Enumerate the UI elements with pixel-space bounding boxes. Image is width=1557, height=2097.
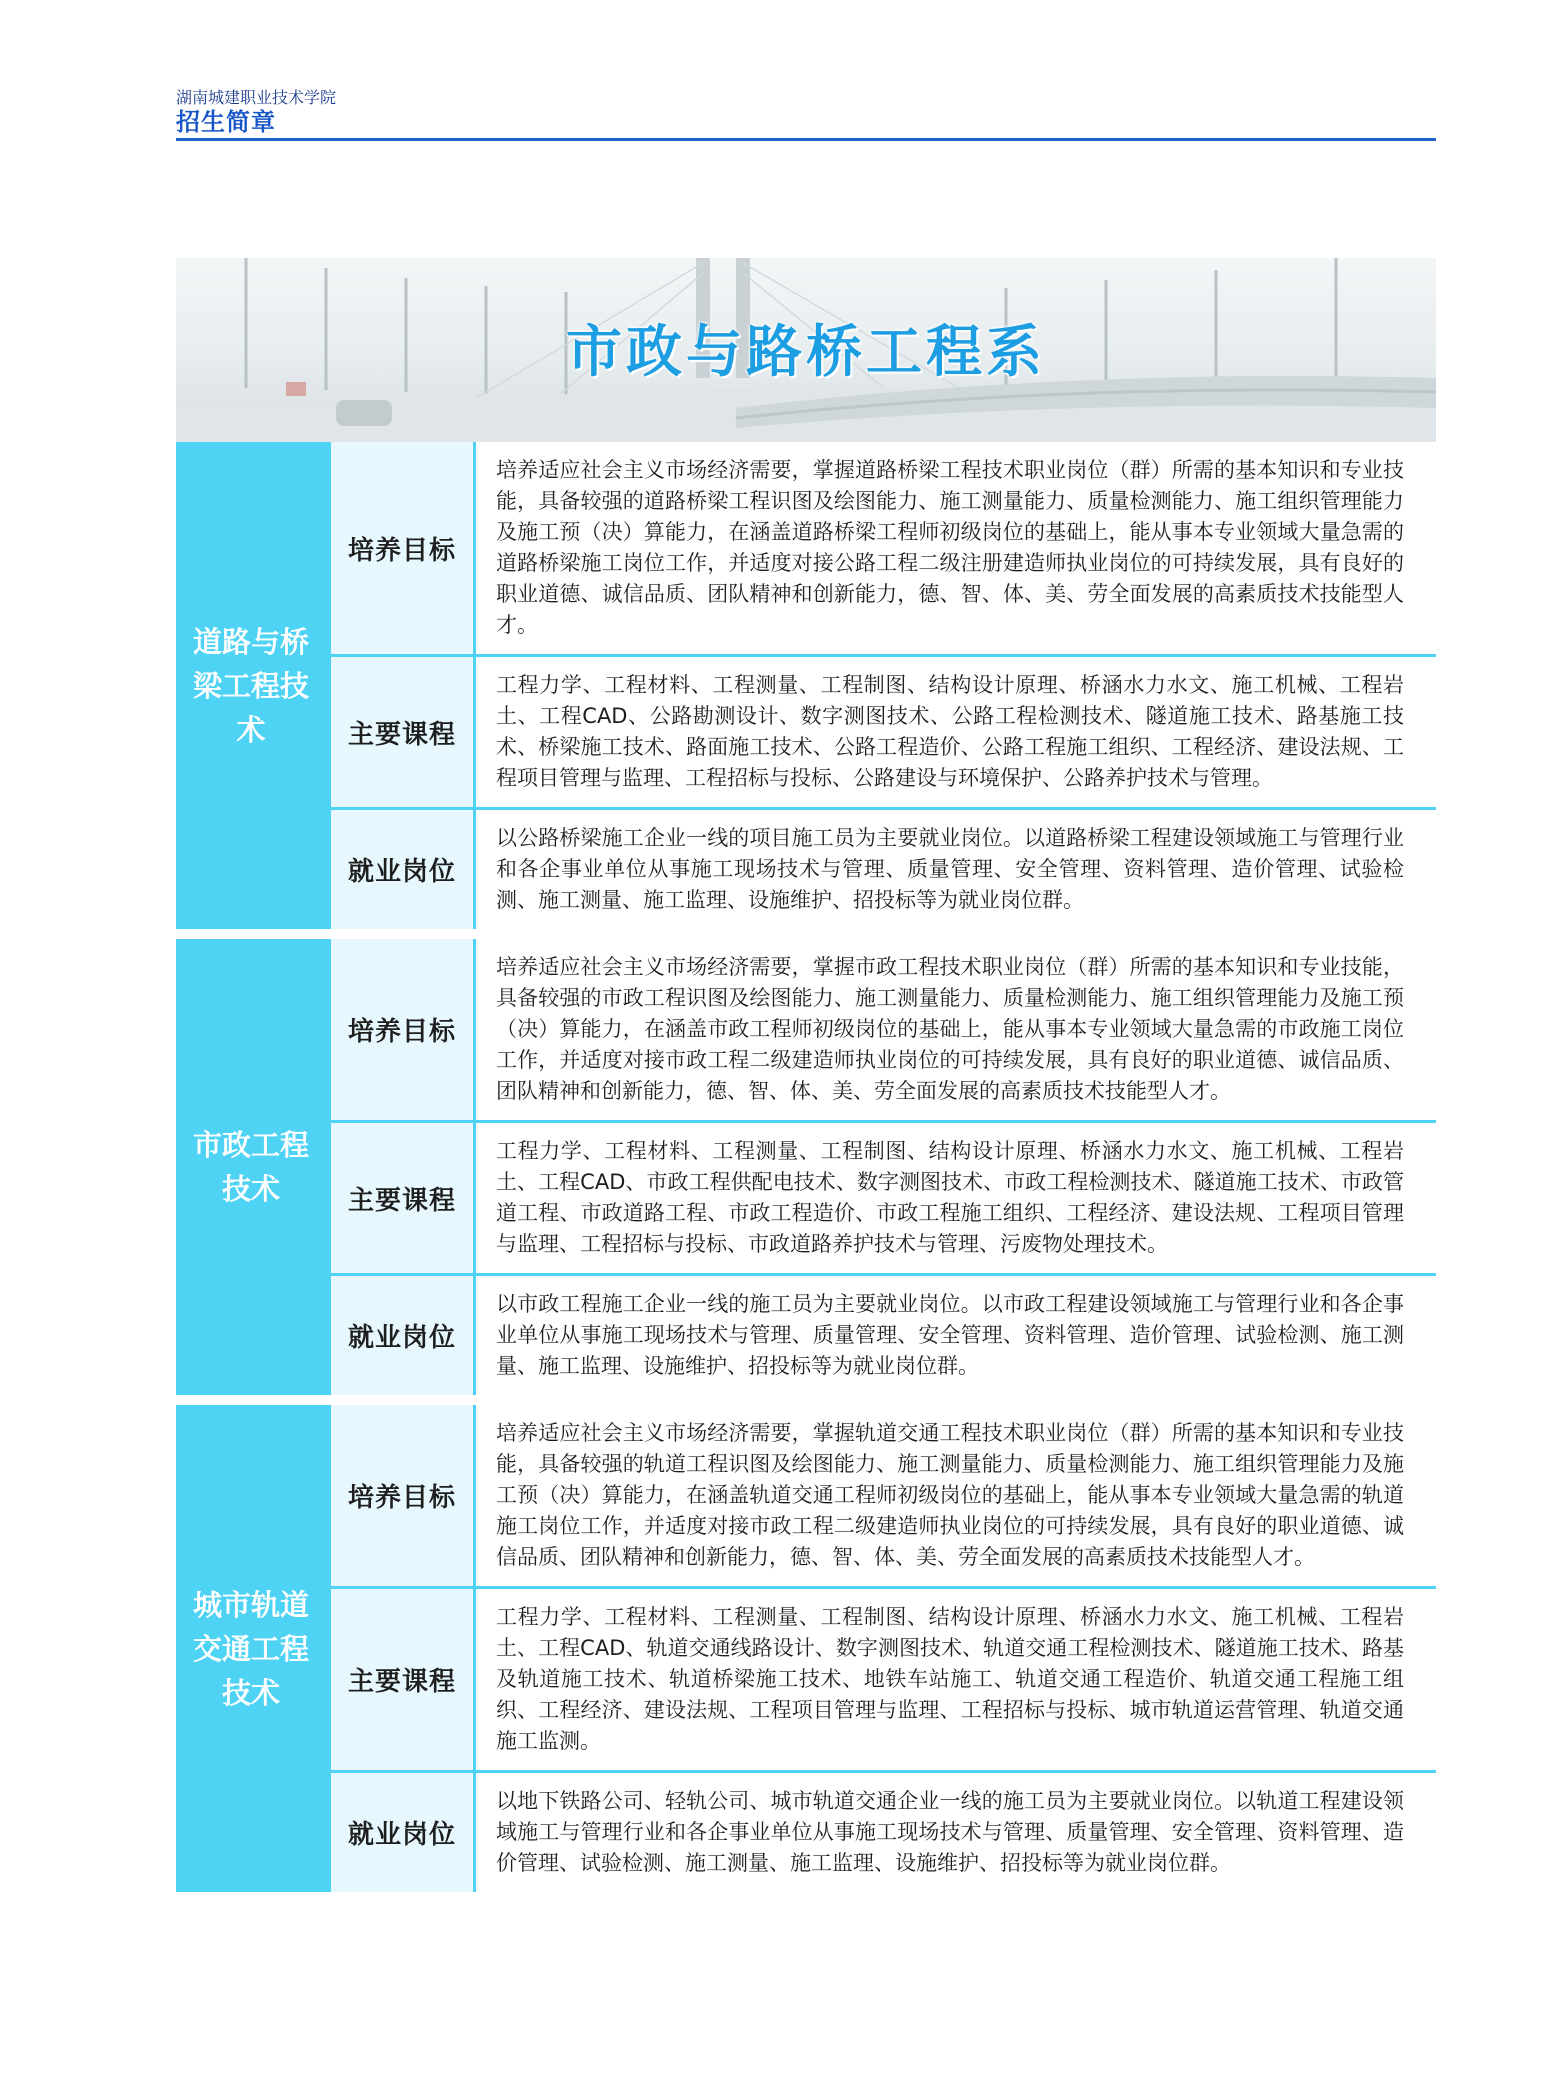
page-header — [176, 88, 336, 136]
table-row — [331, 1123, 1436, 1273]
row-text: 以公路桥梁施工企业一线的项目施工员为主要就业岗位。以道路桥梁工程建设领域施工与管理行业和各企事业单位从事施工现场技术与管理、质量管理、安全管理、资料管理、造价管理、试验检测、施工测量、施工监理、设施维护、招投标等为就业岗位群。 — [476, 810, 1436, 929]
row-text: 培养适应社会主义市场经济需要，掌握轨道交通工程技术职业岗位（群）所需的基本知识和专业技能，具备较强的轨道工程识图及绘图能力、施工测量能力、质量检测能力、施工组织管理能力及施工预（决）算能力，在涵盖轨道交通工程师初级岗位的基础上，能从事本专业领域大量急需的轨道施工岗位工作，并适度对接市政工程二级建造师执业岗位的可持续发展，具有良好的职业道德、诚信品质、团队精神和创新能力，德、智、体、美、劳全面发展的高素质技术技能型人才。 — [476, 1405, 1436, 1586]
table-row — [331, 1405, 1436, 1586]
row-text: 培养适应社会主义市场经济需要，掌握道路桥梁工程技术职业岗位（群）所需的基本知识和专业技能，具备较强的道路桥梁工程识图及绘图能力、施工测量能力、质量检测能力、施工组织管理能力及施工预（决）算能力，在涵盖道路桥梁工程师初级岗位的基础上，能从事本专业领域大量急需的道路桥梁施工岗位工作，并适度对接公路工程二级注册建造师执业岗位的可持续发展，具有良好的职业道德、诚信品质、团队精神和创新能力，德、智、体、美、劳全面发展的高素质技术技能型人才。 — [476, 442, 1436, 654]
row-label: 主要课程 — [331, 1589, 473, 1770]
row-label: 培养目标 — [331, 1405, 473, 1586]
major-name: 道路与桥梁工程技术 — [192, 624, 309, 747]
table-row — [331, 657, 1436, 807]
table-row — [331, 442, 1436, 654]
majors-table — [176, 442, 1436, 1902]
table-row — [331, 1589, 1436, 1770]
major-name-cell — [176, 1405, 326, 1892]
row-label: 主要课程 — [331, 657, 473, 807]
table-row — [331, 1276, 1436, 1395]
major-name-cell — [176, 442, 326, 929]
major-name-cell — [176, 939, 326, 1395]
table-row — [331, 939, 1436, 1120]
major-name: 城市轨道交通工程技术 — [192, 1587, 309, 1710]
major-block-road-bridge — [176, 442, 1436, 929]
department-title: 市政与路桥工程系 — [566, 320, 1046, 385]
header-rule — [176, 138, 1436, 141]
row-label: 就业岗位 — [331, 810, 473, 929]
department-banner — [176, 258, 1436, 442]
major-rows — [326, 1405, 1436, 1892]
table-row — [331, 810, 1436, 929]
row-label: 培养目标 — [331, 939, 473, 1120]
row-label: 培养目标 — [331, 442, 473, 654]
row-text: 工程力学、工程材料、工程测量、工程制图、结构设计原理、桥涵水力水文、施工机械、工程岩土、工程CAD、市政工程供配电技术、数字测图技术、市政工程检测技术、隧道施工技术、市政管道工程、市政道路工程、市政工程造价、市政工程施工组织、工程经济、建设法规、工程项目管理与监理、工程招标与投标、市政道路养护技术与管理、污废物处理技术。 — [476, 1123, 1436, 1273]
table-row — [331, 1773, 1436, 1892]
row-label: 就业岗位 — [331, 1276, 473, 1395]
major-rows — [326, 442, 1436, 929]
brochure-title: 招生简章 — [176, 108, 276, 136]
major-block-urban-rail — [176, 1405, 1436, 1892]
row-text: 以地下铁路公司、轻轨公司、城市轨道交通企业一线的施工员为主要就业岗位。以轨道工程建设领域施工与管理行业和各企事业单位从事施工现场技术与管理、质量管理、安全管理、资料管理、造价管理、试验检测、施工测量、施工监理、设施维护、招投标等为就业岗位群。 — [476, 1773, 1436, 1892]
row-text: 培养适应社会主义市场经济需要，掌握市政工程技术职业岗位（群）所需的基本知识和专业技能，具备较强的市政工程识图及绘图能力、施工测量能力、质量检测能力、施工组织管理能力及施工预（决）算能力，在涵盖市政工程师初级岗位的基础上，能从事本专业领域大量急需的市政施工岗位工作，并适度对接市政工程二级建造师执业岗位的可持续发展，具有良好的职业道德、诚信品质、团队精神和创新能力，德、智、体、美、劳全面发展的高素质技术技能型人才。 — [476, 939, 1436, 1120]
row-text: 工程力学、工程材料、工程测量、工程制图、结构设计原理、桥涵水力水文、施工机械、工程岩土、工程CAD、公路勘测设计、数字测图技术、公路工程检测技术、隧道施工技术、路基施工技术、桥梁施工技术、路面施工技术、公路工程造价、公路工程施工组织、工程经济、建设法规、工程项目管理与监理、工程招标与投标、公路建设与环境保护、公路养护技术与管理。 — [476, 657, 1436, 807]
school-name: 湖南城建职业技术学院 — [176, 88, 337, 107]
major-name: 市政工程技术 — [192, 1128, 309, 1206]
row-text: 工程力学、工程材料、工程测量、工程制图、结构设计原理、桥涵水力水文、施工机械、工程岩土、工程CAD、轨道交通线路设计、数字测图技术、轨道交通工程检测技术、隧道施工技术、路基及轨道施工技术、轨道桥梁施工技术、地铁车站施工、轨道交通工程造价、轨道交通工程施工组织、工程经济、建设法规、工程项目管理与监理、工程招标与投标、城市轨道运营管理、轨道交通施工监测。 — [476, 1589, 1436, 1770]
row-label: 就业岗位 — [331, 1773, 473, 1892]
major-rows — [326, 939, 1436, 1395]
row-text: 以市政工程施工企业一线的施工员为主要就业岗位。以市政工程建设领域施工与管理行业和各企事业单位从事施工现场技术与管理、质量管理、安全管理、资料管理、造价管理、试验检测、施工测量、施工监理、设施维护、招投标等为就业岗位群。 — [476, 1276, 1436, 1395]
major-block-municipal — [176, 939, 1436, 1395]
row-label: 主要课程 — [331, 1123, 473, 1273]
